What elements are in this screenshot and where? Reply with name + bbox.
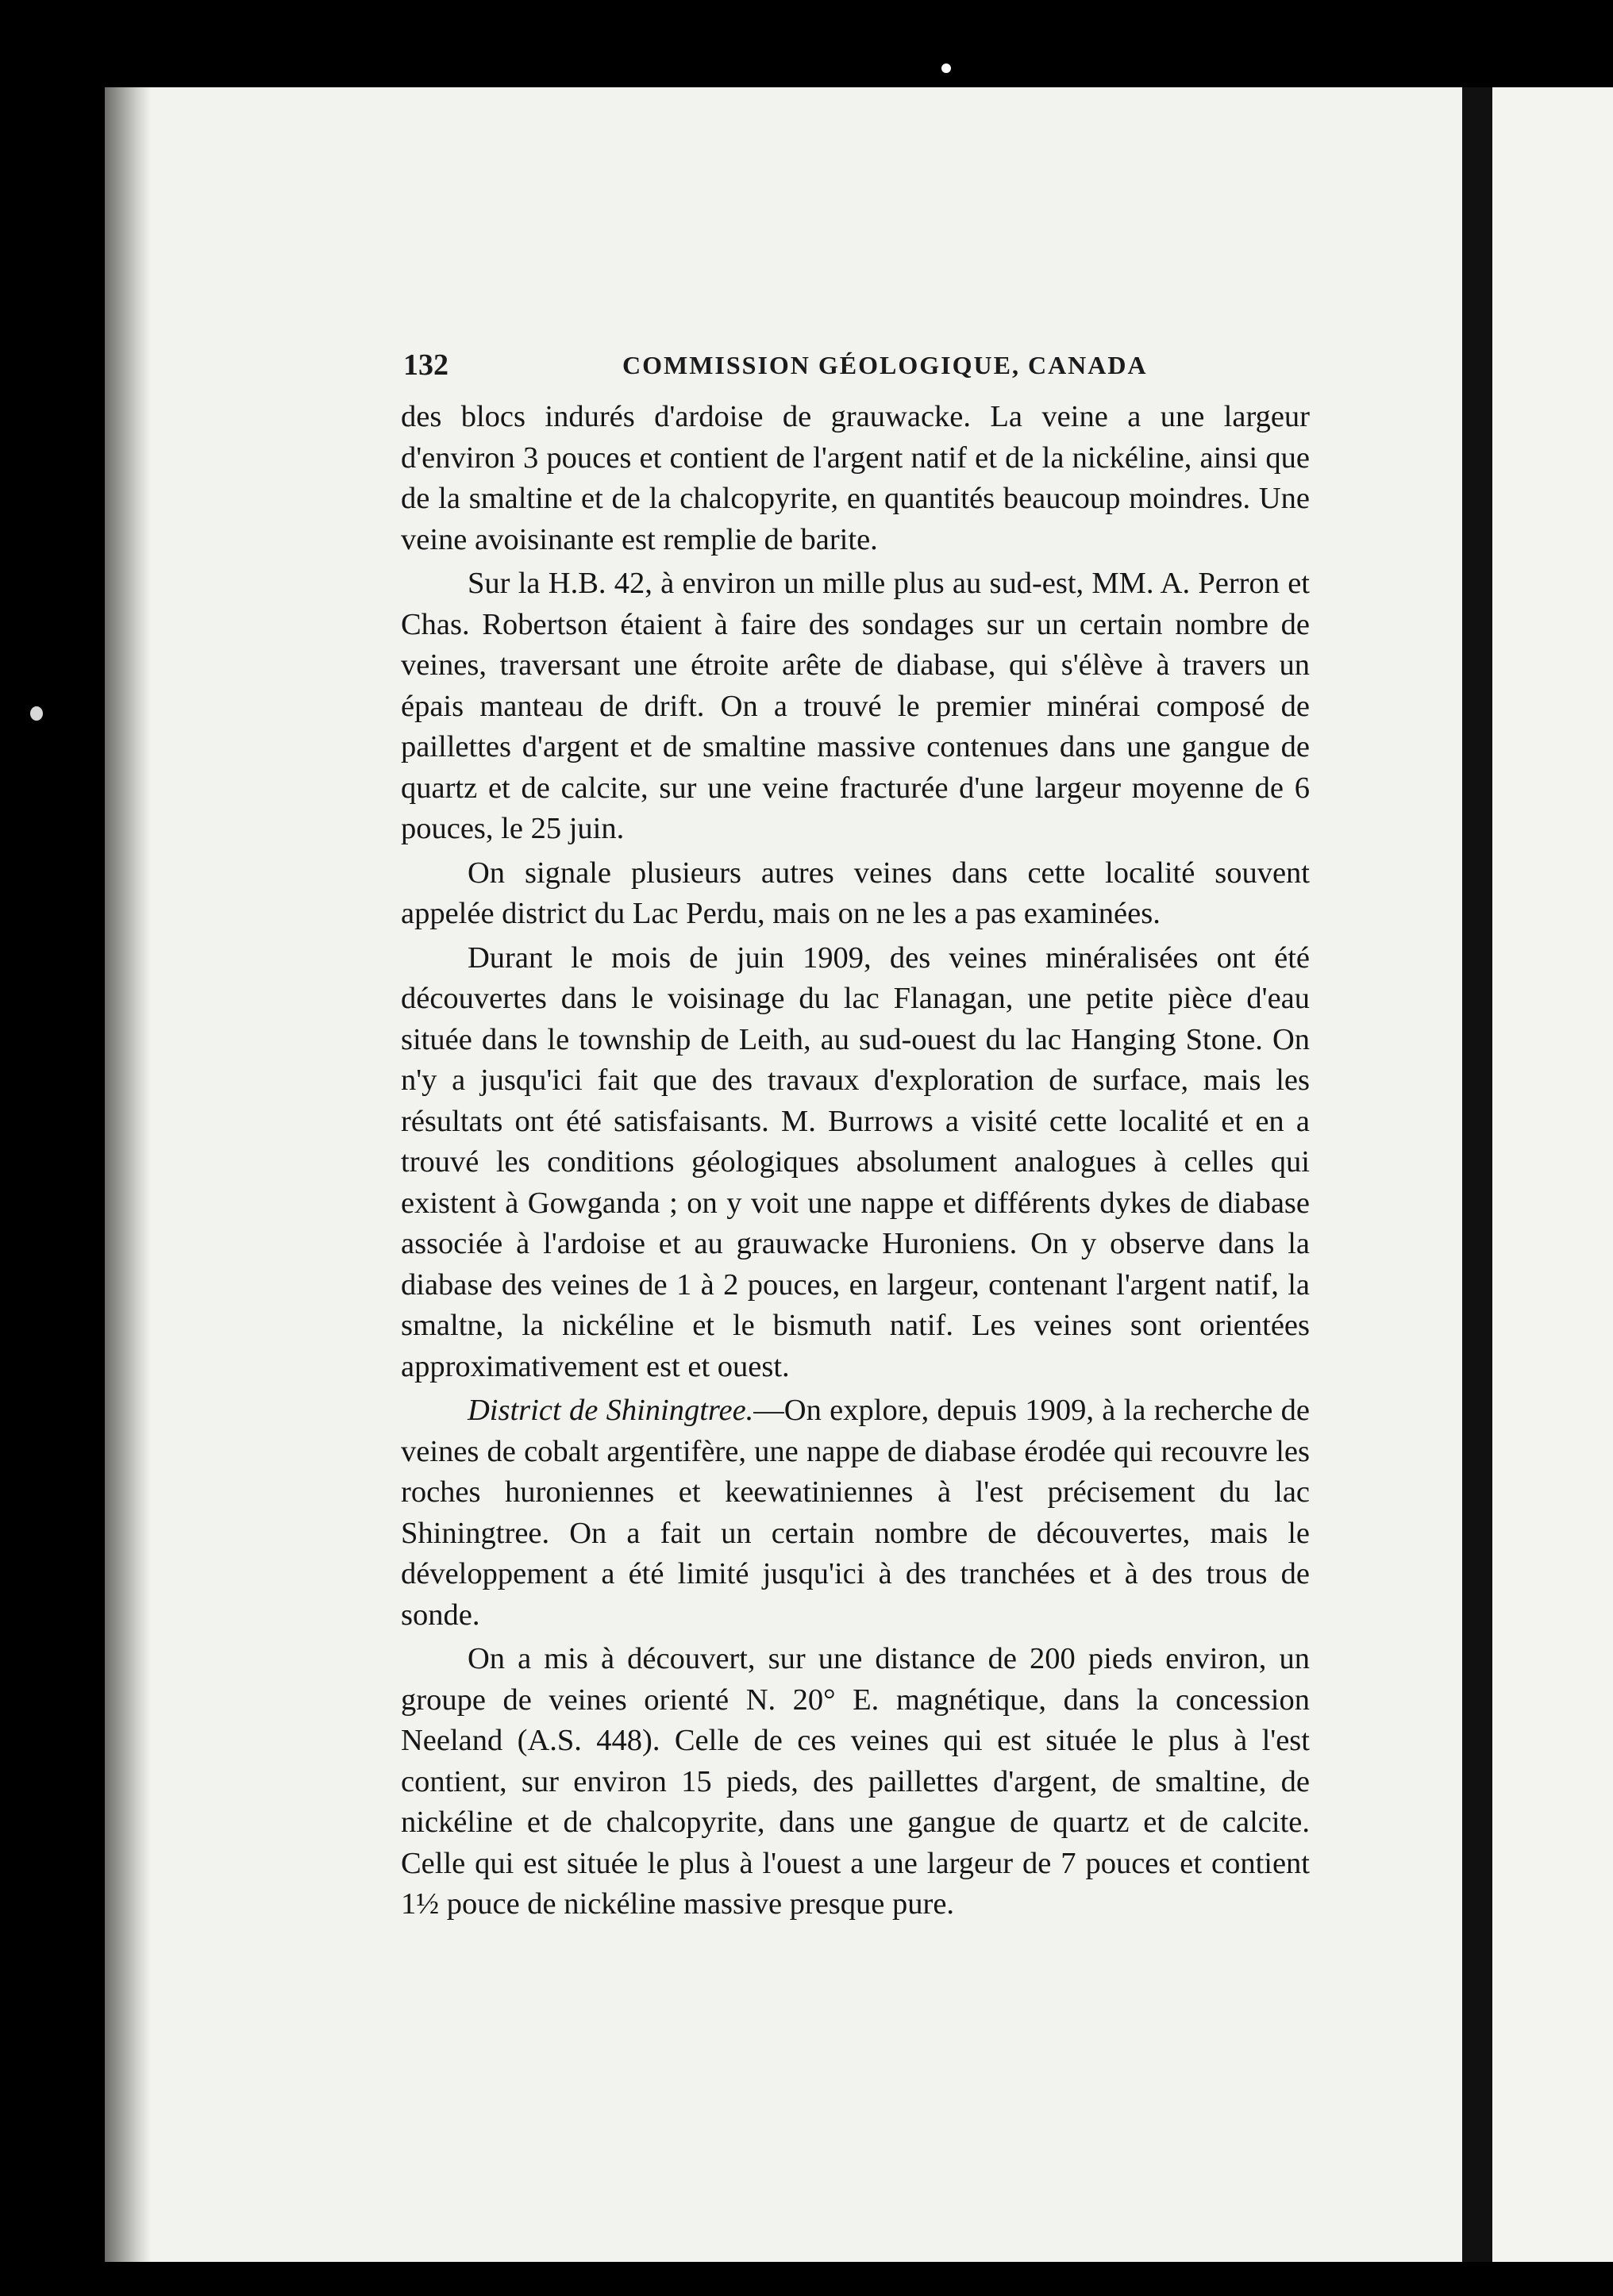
section-text: —On explore, depuis 1909, à la recherche de veines de cobalt argentifère, une nappe de diabase érodée qui recouvre les roches huroniennes et keewatiniennes à l'est précisement du lac Shiningtree. On a fait un certain nombre de découvertes, mais le développement a été limité jusqu'ici à des tranchées et à des trous de sonde. [401,1394,1310,1632]
page-gutter [1462,87,1492,2262]
scan-speck [30,706,43,721]
paragraph: On a mis à découvert, sur une distance de 200 pieds environ, un groupe de veines orienté N. 20° E. magnétique, dans la concession Neeland (A.S. 448). Celle de ces veines qui est située le plus à l'est contient, sur environ 15 pieds, des paillettes d'argent, de smaltine, de nickéline et de chalcopyrite, dans une gangue de quartz et de calcite. Celle qui est située le plus à l'ouest a une largeur de 7 pouces et contient 1½ pouce de nickéline massive presque pure. [401,1642,1310,1921]
section-title: District de Shiningtree. [468,1394,754,1427]
running-head: COMMISSION GÉOLOGIQUE, CANADA [622,351,1148,379]
paragraph: des blocs indurés d'ardoise de grauwacke. La veine a une largeur d'environ 3 pouces et contient de l'argent natif et de la nickéline, ainsi que de la smaltine et de la chalcopyrite, en quantités beaucoup moindres. Une veine avoisinante est remplie de barite. [401,400,1310,556]
page-header [403,348,1316,387]
body-text [401,397,1310,1929]
section-paragraph [401,1390,1310,1636]
facing-page-edge [1492,87,1613,2262]
scan-speck [941,63,951,73]
paragraph: Sur la H.B. 42, à environ un mille plus au sud-est, MM. A. Perron et Chas. Robertson étaient à faire des sondages sur un certain nombre de veines, traversant une étroite arête de diabase, qui s'élève à travers un épais manteau de drift. On a trouvé le premier minérai composé de paillettes d'argent et de smaltine massive contenues dans une gangue de quartz et de calcite, sur une veine fracturée d'une largeur moyenne de 6 pouces, le 25 juin. [401,567,1310,845]
paragraph: On signale plusieurs autres veines dans cette localité souvent appelée district du Lac Perdu, mais on ne les a pas examinées. [401,856,1310,930]
paragraph: Durant le mois de juin 1909, des veines minéralisées ont été découvertes dans le voisinage du lac Flanagan, une petite pièce d'eau située dans le township de Leith, au sud-ouest du lac Hanging Stone. On n'y a jusqu'ici fait que des travaux d'exploration de surface, mais les résultats ont été satisfaisants. M. Burrows a visité cette localité et en a trouvé les conditions géologiques absolument analogues à celles qui existent à Gowganda ; on y voit une nappe et différents dykes de diabase associée à l'ardoise et au grauwacke Huroniens. On y observe dans la diabase des veines de 1 à 2 pouces, en largeur, contenant l'argent natif, la smaltne, la nickéline et le bismuth natif. Les veines sont orientées approximativement est et ouest. [401,940,1310,1383]
page-binding-shadow [105,87,151,2262]
page-number: 132 [403,348,448,382]
